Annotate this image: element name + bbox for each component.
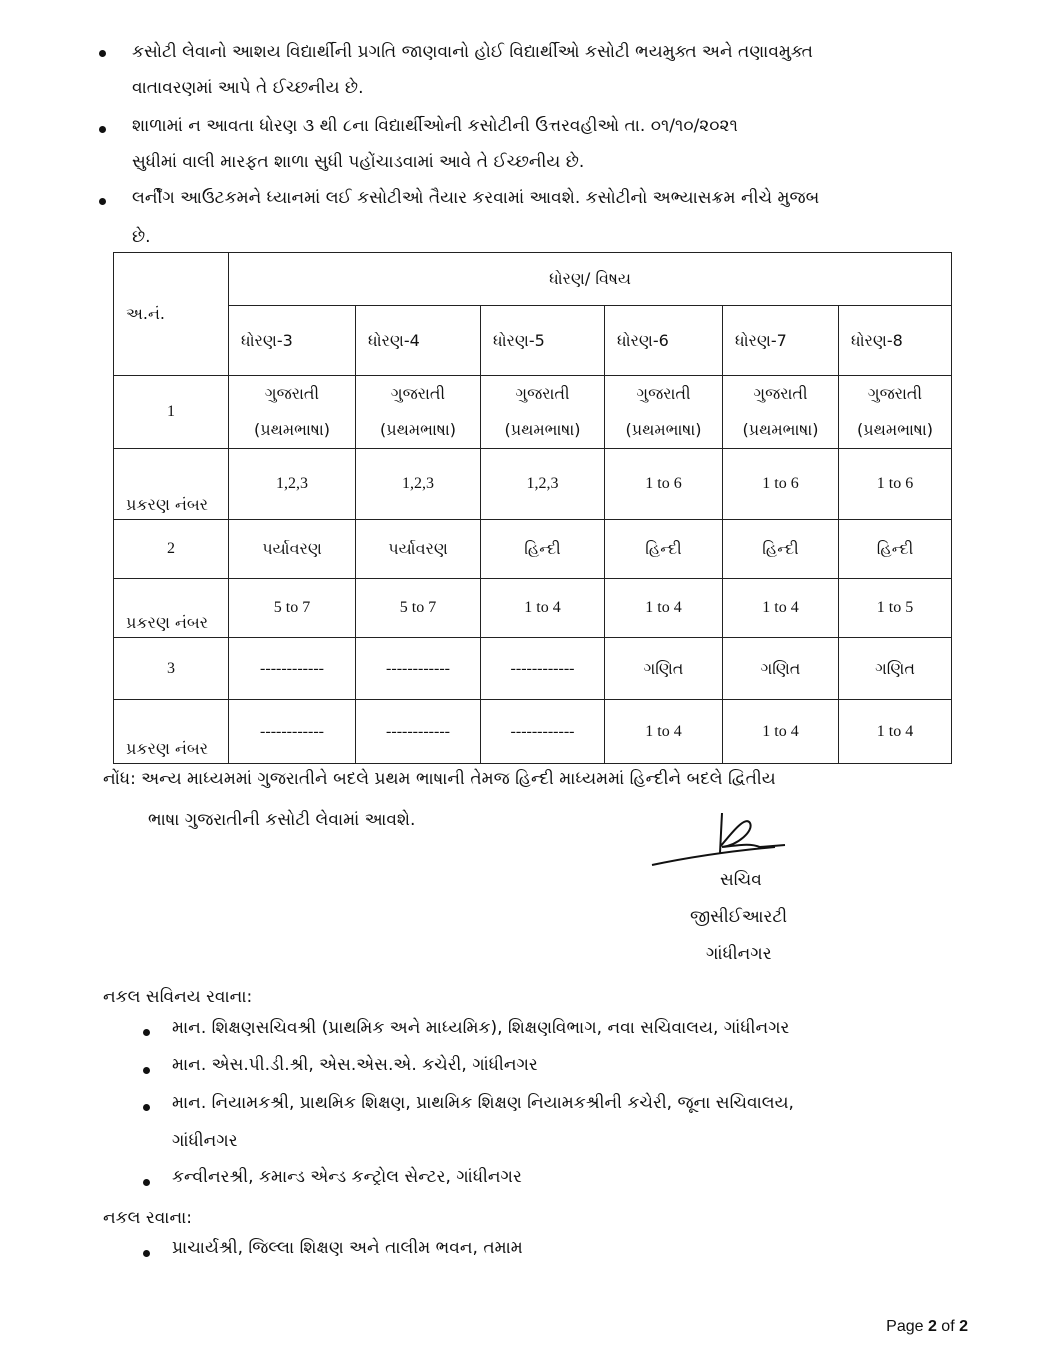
- table-cell: 1 to 4: [481, 579, 605, 638]
- recipient: માન. શિક્ષણસચિવશ્રી (પ્રાથમિક અને માધ્યમિક), શિક્ષણવિભાગ, નવા સચિવાલય, ગાંધીનગર: [172, 1018, 790, 1038]
- recipient: માન. નિયામકશ્રી, પ્રાથમિક શિક્ષણ, પ્રાથમિક શિક્ષણ નિયામકશ્રીની કચેરી, જૂના સચિવાલય,: [172, 1093, 794, 1113]
- table-row: [114, 638, 952, 700]
- bullet: [99, 198, 106, 205]
- table-cell: 1 to 4: [723, 700, 839, 764]
- row-label: 2: [114, 520, 229, 579]
- table-cell: ગુજરાતી (પ્રથમભાષા): [839, 376, 952, 449]
- signatory-org: જીસીઈઆરટી: [690, 907, 788, 927]
- table-cell: 1 to 6: [605, 449, 723, 520]
- page-of: of: [936, 1318, 960, 1335]
- table-cell: ------------: [229, 700, 356, 764]
- syllabus-table: [113, 252, 952, 764]
- column-header: ધોરણ-3: [229, 306, 356, 376]
- table-cell: 1 to 4: [723, 579, 839, 638]
- paragraph-line: વાતાવરણમાં આપે તે ઈચ્છનીય છે.: [132, 78, 364, 98]
- table-cell: હિન્દી: [723, 520, 839, 579]
- signature: [650, 805, 800, 870]
- bullet: [99, 50, 106, 57]
- copy-heading: નકલ રવાના:: [103, 1208, 193, 1228]
- table-cell: પર્યાવરણ: [229, 520, 356, 579]
- recipient: માન. એસ.પી.ડી.શ્રી, એસ.એસ.એ. કચેરી, ગાંધીનગર: [172, 1055, 538, 1075]
- table-cell: 1 to 4: [605, 579, 723, 638]
- table-row: [114, 520, 952, 579]
- page-total: 2: [959, 1318, 968, 1335]
- paragraph-line: શાળામાં ન આવતા ધોરણ ૩ થી ૮ના વિદ્યાર્થીઓની કસોટીની ઉત્તરવહીઓ તા. ૦૧/૧૦/૨૦૨૧: [132, 116, 738, 136]
- table-row: [114, 700, 952, 764]
- table-cell: 1 to 6: [839, 449, 952, 520]
- recipient: કન્વીનરશ્રી, કમાન્ડ એન્ડ કન્ટ્રોલ સેન્ટર, ગાંધીનગર: [172, 1167, 522, 1187]
- table-cell: ------------: [481, 638, 605, 700]
- table-cell: ગુજરાતી (પ્રથમભાષા): [723, 376, 839, 449]
- paragraph-line: કસોટી લેવાનો આશય વિદ્યાર્થીની પ્રગતિ જાણવાનો હોઈ વિદ્યાર્થીઓ કસોટી ભયમુક્ત અને તણાવમુક્ત: [132, 42, 813, 62]
- table-cell: 1 to 4: [605, 700, 723, 764]
- row-label: પ્રકરણ નંબર: [114, 579, 229, 638]
- bullet: [143, 1067, 150, 1074]
- note-line: ભાષા ગુજરાતીની કસોટી લેવામાં આવશે.: [148, 810, 416, 830]
- bullet: [143, 1029, 150, 1036]
- column-header: ધોરણ-6: [605, 306, 723, 376]
- table-cell: ગણિત: [605, 638, 723, 700]
- table-cell: ------------: [356, 638, 481, 700]
- table-cell: 1,2,3: [229, 449, 356, 520]
- column-header: ધોરણ-4: [356, 306, 481, 376]
- table-cell: ગુજરાતી (પ્રથમભાષા): [229, 376, 356, 449]
- paragraph-line: છે.: [132, 227, 151, 247]
- page-current: 2: [927, 1318, 937, 1335]
- paragraph-line: લર્નીંગ આઉટકમને ધ્યાનમાં લઈ કસોટીઓ તૈયાર કરવામાં આવશે. કસોટીનો અભ્યાસક્રમ નીચે મુજબ: [132, 188, 820, 208]
- bullet: [143, 1104, 150, 1111]
- table-row: [114, 449, 952, 520]
- table-row: [114, 579, 952, 638]
- table-cell: ------------: [481, 700, 605, 764]
- bullet: [143, 1179, 150, 1186]
- note-line: નોંધ: અન્ય માધ્યમમાં ગુજરાતીને બદલે પ્રથમ ભાષાની તેમજ હિન્દી માધ્યમમાં હિન્દીને બદલે દ્વિતીય: [103, 769, 776, 789]
- row-label: 3: [114, 638, 229, 700]
- table-row: [114, 376, 952, 449]
- row-label: પ્રકરણ નંબર: [114, 700, 229, 764]
- table-cell: 1,2,3: [356, 449, 481, 520]
- column-header: ધોરણ-8: [839, 306, 952, 376]
- table-cell: ------------: [356, 700, 481, 764]
- signatory-title: સચિવ: [720, 870, 762, 890]
- column-header: ધોરણ-7: [723, 306, 839, 376]
- copy-respectful-heading: નકલ સવિનય રવાના:: [103, 987, 253, 1007]
- table-cell: 1 to 4: [839, 700, 952, 764]
- table-cell: 5 to 7: [356, 579, 481, 638]
- table-cell: ગણિત: [839, 638, 952, 700]
- table-cell: હિન્દી: [481, 520, 605, 579]
- bullet: [143, 1250, 150, 1257]
- table-cell: ------------: [229, 638, 356, 700]
- table-cell: 5 to 7: [229, 579, 356, 638]
- table-cell: 1 to 5: [839, 579, 952, 638]
- row-label: 1: [114, 376, 229, 449]
- table-cell: પર્યાવરણ: [356, 520, 481, 579]
- table-cell: હિન્દી: [839, 520, 952, 579]
- bullet: [99, 126, 106, 133]
- table-cell: ગુજરાતી (પ્રથમભાષા): [605, 376, 723, 449]
- recipient: પ્રાચાર્યશ્રી, જિલ્લા શિક્ષણ અને તાલીમ ભવન, તમામ: [172, 1238, 523, 1258]
- table-cell: 1 to 6: [723, 449, 839, 520]
- group-header: ધોરણ/ વિષય: [229, 253, 952, 306]
- paragraph-line: સુધીમાં વાલી મારફત શાળા સુધી પહોંચાડવામાં આવે તે ઈચ્છનીય છે.: [132, 152, 585, 172]
- page-number: [886, 1318, 968, 1336]
- row-label: પ્રકરણ નંબર: [114, 449, 229, 520]
- table-cell: 1,2,3: [481, 449, 605, 520]
- signatory-place: ગાંધીનગર: [706, 944, 772, 964]
- table-cell: ગણિત: [723, 638, 839, 700]
- table-cell: હિન્દી: [605, 520, 723, 579]
- table-cell: ગુજરાતી (પ્રથમભાષા): [356, 376, 481, 449]
- recipient: ગાંધીનગર: [172, 1131, 238, 1151]
- page-label: Page: [886, 1318, 928, 1335]
- column-header: ધોરણ-5: [481, 306, 605, 376]
- table-cell: ગુજરાતી (પ્રથમભાષા): [481, 376, 605, 449]
- sr-header: અ.નં.: [114, 253, 229, 376]
